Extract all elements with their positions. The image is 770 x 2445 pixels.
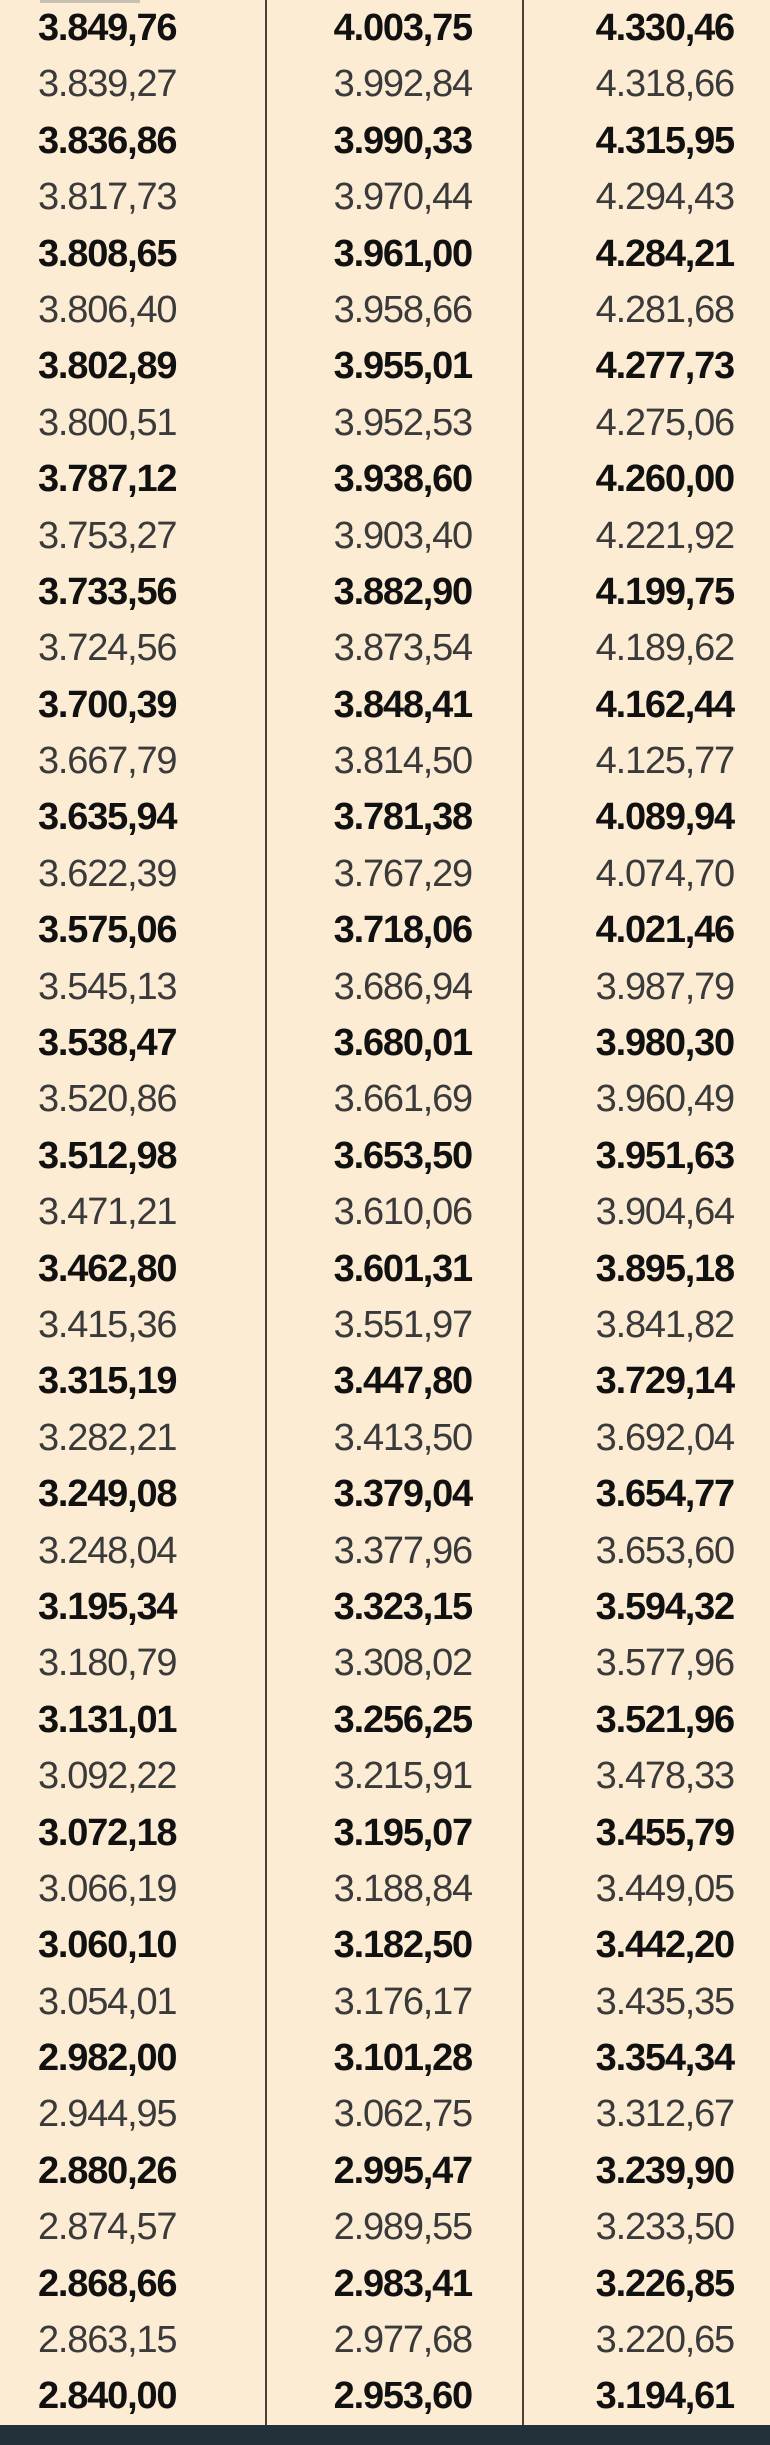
table-row — [0, 959, 770, 1015]
top-edge-mark — [40, 0, 140, 3]
table-cell: 4.284,21 — [595, 232, 734, 275]
table-cell: 4.330,46 — [595, 7, 734, 49]
table-cell: 4.281,68 — [595, 288, 734, 331]
table-cell: 3.226,85 — [595, 2262, 734, 2305]
table-cell: 3.653,50 — [333, 1134, 472, 1177]
table-row — [0, 1466, 770, 1522]
table-row — [0, 508, 770, 564]
table-cell: 3.092,22 — [38, 1755, 177, 1798]
table-cell: 3.248,04 — [38, 1529, 177, 1572]
table-cell: 3.733,56 — [38, 570, 177, 613]
table-row — [0, 733, 770, 789]
table-cell: 3.970,44 — [333, 176, 472, 219]
table-cell: 4.260,00 — [595, 458, 734, 501]
table-cell: 3.610,06 — [333, 1191, 472, 1234]
table-cell: 3.379,04 — [333, 1473, 472, 1516]
table-row — [0, 1071, 770, 1127]
table-row — [0, 56, 770, 112]
table-cell: 4.318,66 — [595, 63, 734, 106]
table-cell: 3.729,14 — [595, 1360, 734, 1403]
table-row — [0, 1241, 770, 1297]
table-cell: 2.840,00 — [38, 2375, 177, 2418]
table-row — [0, 2312, 770, 2368]
table-row — [0, 1974, 770, 2030]
table-row — [0, 846, 770, 902]
table-cell: 3.188,84 — [333, 1867, 472, 1910]
table-cell: 3.951,63 — [595, 1134, 734, 1177]
table-cell: 3.249,08 — [38, 1473, 177, 1516]
table-cell: 3.787,12 — [38, 458, 177, 501]
table-cell: 3.575,06 — [38, 909, 177, 952]
table-cell: 4.315,95 — [595, 119, 734, 162]
table-cell: 3.692,04 — [595, 1416, 734, 1459]
table-cell: 3.471,21 — [38, 1191, 177, 1234]
table-cell: 3.195,34 — [38, 1585, 177, 1628]
table-row — [0, 789, 770, 845]
table-cell: 2.953,60 — [333, 2375, 472, 2418]
table-cell: 3.315,19 — [38, 1360, 177, 1403]
table-cell: 3.686,94 — [333, 965, 472, 1008]
table-cell: 3.990,33 — [333, 119, 472, 162]
table-cell: 4.221,92 — [595, 514, 734, 557]
table-cell: 3.060,10 — [38, 1924, 177, 1967]
table-row — [0, 1748, 770, 1804]
table-cell: 3.377,96 — [333, 1529, 472, 1572]
table-row — [0, 2256, 770, 2312]
table-row — [0, 2368, 770, 2424]
table-row — [0, 1917, 770, 1973]
table-cell: 2.982,00 — [38, 2037, 177, 2080]
table-row — [0, 1015, 770, 1071]
table-row — [0, 1861, 770, 1917]
table-cell: 3.849,76 — [38, 7, 177, 49]
table-cell: 3.958,66 — [333, 288, 472, 331]
table-cell: 3.101,28 — [333, 2037, 472, 2080]
table-row — [0, 564, 770, 620]
table-row — [0, 1692, 770, 1748]
table-cell: 3.176,17 — [333, 1980, 472, 2023]
table-row — [0, 395, 770, 451]
table-cell: 3.601,31 — [333, 1247, 472, 1290]
table-row — [0, 902, 770, 958]
table-cell: 3.415,36 — [38, 1303, 177, 1346]
table-cell: 3.594,32 — [595, 1585, 734, 1628]
table-cell: 3.551,97 — [333, 1303, 472, 1346]
table-cell: 3.180,79 — [38, 1642, 177, 1685]
table-cell: 3.987,79 — [595, 965, 734, 1008]
table-cell: 3.667,79 — [38, 740, 177, 783]
table-row — [0, 2199, 770, 2255]
table-cell: 3.767,29 — [333, 852, 472, 895]
table-cell: 4.003,75 — [333, 7, 472, 49]
table-cell: 3.800,51 — [38, 401, 177, 444]
table-cell: 4.021,46 — [595, 909, 734, 952]
table-cell: 3.215,91 — [333, 1755, 472, 1798]
table-cell: 3.062,75 — [333, 2093, 472, 2136]
table-cell: 3.839,27 — [38, 63, 177, 106]
table-row — [0, 1579, 770, 1635]
table-cell: 3.447,80 — [333, 1360, 472, 1403]
table-cell: 3.848,41 — [333, 683, 472, 726]
table-row — [0, 1184, 770, 1240]
table-row — [0, 677, 770, 733]
table-cell: 3.072,18 — [38, 1811, 177, 1854]
table-cell: 3.882,90 — [333, 570, 472, 613]
table-row — [0, 0, 770, 56]
table-row — [0, 1635, 770, 1691]
table-cell: 4.277,73 — [595, 345, 734, 388]
table-cell: 4.199,75 — [595, 570, 734, 613]
table-cell: 3.478,33 — [595, 1755, 734, 1798]
table-cell: 4.162,44 — [595, 683, 734, 726]
table-cell: 3.308,02 — [333, 1642, 472, 1685]
table-cell: 3.282,21 — [38, 1416, 177, 1459]
table-cell: 3.724,56 — [38, 627, 177, 670]
table-cell: 3.700,39 — [38, 683, 177, 726]
table-cell: 3.520,86 — [38, 1078, 177, 1121]
table-cell: 2.868,66 — [38, 2262, 177, 2305]
table-cell: 3.781,38 — [333, 796, 472, 839]
table-cell: 2.874,57 — [38, 2206, 177, 2249]
table-cell: 3.836,86 — [38, 119, 177, 162]
table-row — [0, 1353, 770, 1409]
table-cell: 3.538,47 — [38, 1022, 177, 1065]
table-cell: 3.622,39 — [38, 852, 177, 895]
table-cell: 3.442,20 — [595, 1924, 734, 1967]
table-row — [0, 451, 770, 507]
table-cell: 4.089,94 — [595, 796, 734, 839]
table-cell: 3.462,80 — [38, 1247, 177, 1290]
table-cell: 3.195,07 — [333, 1811, 472, 1854]
table-cell: 4.275,06 — [595, 401, 734, 444]
table-cell: 4.125,77 — [595, 740, 734, 783]
table-row — [0, 2143, 770, 2199]
table-row — [0, 282, 770, 338]
table-cell: 4.294,43 — [595, 176, 734, 219]
table-row — [0, 169, 770, 225]
table-cell: 3.577,96 — [595, 1642, 734, 1685]
table-cell: 2.995,47 — [333, 2149, 472, 2192]
table-cell: 3.239,90 — [595, 2149, 734, 2192]
table-cell: 3.718,06 — [333, 909, 472, 952]
table-cell: 3.952,53 — [333, 401, 472, 444]
table-cell: 3.817,73 — [38, 176, 177, 219]
table-cell: 3.873,54 — [333, 627, 472, 670]
table-cell: 2.863,15 — [38, 2319, 177, 2362]
table-row — [0, 2086, 770, 2142]
table-cell: 3.960,49 — [595, 1078, 734, 1121]
column-divider-2 — [522, 0, 524, 2425]
table-cell: 3.323,15 — [333, 1585, 472, 1628]
table-cell: 3.354,34 — [595, 2037, 734, 2080]
table-cell: 3.841,82 — [595, 1303, 734, 1346]
table-cell: 3.938,60 — [333, 458, 472, 501]
table-cell: 3.961,00 — [333, 232, 472, 275]
table-cell: 3.653,60 — [595, 1529, 734, 1572]
table-cell: 2.989,55 — [333, 2206, 472, 2249]
table-row — [0, 1128, 770, 1184]
table-cell: 3.980,30 — [595, 1022, 734, 1065]
table-cell: 4.189,62 — [595, 627, 734, 670]
table-row — [0, 113, 770, 169]
table-cell: 3.256,25 — [333, 1698, 472, 1741]
table-cell: 3.220,65 — [595, 2319, 734, 2362]
table-cell: 3.814,50 — [333, 740, 472, 783]
table-cell: 3.054,01 — [38, 1980, 177, 2023]
table-cell: 3.955,01 — [333, 345, 472, 388]
table-cell: 2.944,95 — [38, 2093, 177, 2136]
table-cell: 3.903,40 — [333, 514, 472, 557]
table-cell: 3.895,18 — [595, 1247, 734, 1290]
table-cell: 3.802,89 — [38, 345, 177, 388]
bottom-bar — [0, 2425, 770, 2445]
table-row — [0, 338, 770, 394]
table-cell: 3.312,67 — [595, 2093, 734, 2136]
table-cell: 3.512,98 — [38, 1134, 177, 1177]
table-cell: 3.635,94 — [38, 796, 177, 839]
table-cell: 3.661,69 — [333, 1078, 472, 1121]
table-cell: 3.233,50 — [595, 2206, 734, 2249]
table-cell: 2.880,26 — [38, 2149, 177, 2192]
table-cell: 2.983,41 — [333, 2262, 472, 2305]
table-cell: 3.753,27 — [38, 514, 177, 557]
table-row — [0, 1410, 770, 1466]
table-cell: 3.455,79 — [595, 1811, 734, 1854]
table-cell: 3.992,84 — [333, 63, 472, 106]
table-cell: 3.808,65 — [38, 232, 177, 275]
table-row — [0, 1805, 770, 1861]
table-cell: 3.449,05 — [595, 1867, 734, 1910]
table-row — [0, 226, 770, 282]
table-row — [0, 1297, 770, 1353]
table-cell: 3.806,40 — [38, 288, 177, 331]
table-cell: 3.680,01 — [333, 1022, 472, 1065]
table-row — [0, 620, 770, 676]
table-cell: 3.904,64 — [595, 1191, 734, 1234]
table-cell: 3.194,61 — [595, 2375, 734, 2418]
table-cell: 3.654,77 — [595, 1473, 734, 1516]
table-cell: 3.182,50 — [333, 1924, 472, 1967]
column-divider-1 — [265, 0, 267, 2425]
table-cell: 3.521,96 — [595, 1698, 734, 1741]
table-cell: 2.977,68 — [333, 2319, 472, 2362]
table-cell: 3.066,19 — [38, 1867, 177, 1910]
table-cell: 3.545,13 — [38, 965, 177, 1008]
table-cell: 4.074,70 — [595, 852, 734, 895]
table-cell: 3.413,50 — [333, 1416, 472, 1459]
table-cell: 3.131,01 — [38, 1698, 177, 1741]
table-cell: 3.435,35 — [595, 1980, 734, 2023]
table-row — [0, 1523, 770, 1579]
table-row — [0, 2030, 770, 2086]
